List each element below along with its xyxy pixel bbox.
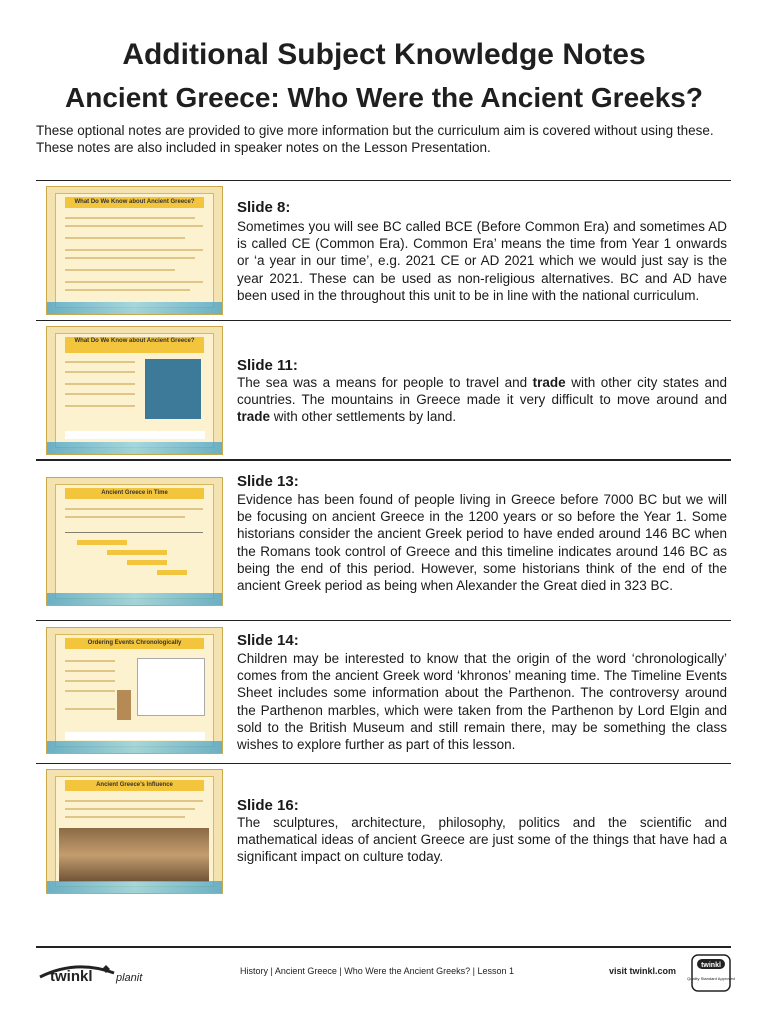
slide-notes: Children may be interested to know that the origin of the word ‘chronologically’ comes from the ancient Greek word ‘khronos’ meaning time. The Timeline Events Sheet includes some information about the Parthenon. The controversy around the Parthenon marbles, which were taken from the Parthenon by Lord Elgin and sold to the British Museum and still remain there, may be something the class wishes to explore further as part of this lesson. <box>237 651 727 753</box>
slide-thumbnail: What Do We Know about Ancient Greece? <box>46 326 223 455</box>
intro-text: These optional notes are provided to give more information but the curriculum aim is covered without using these. These notes are also included in speaker notes on the Lesson Presentation. <box>36 123 714 155</box>
divider <box>36 763 731 764</box>
document-subtitle: Ancient Greece: Who Were the Ancient Greeks? <box>65 82 703 113</box>
slide-notes: The sculptures, architecture, philosophy, politics and the scientific and mathematical ideas of ancient Greece are just some of the things that have had a significant impact on culture today. <box>237 815 727 865</box>
divider <box>36 180 731 181</box>
slide-thumbnail: What Do We Know about Ancient Greece? <box>46 186 223 315</box>
slide-heading: Slide 16: <box>237 797 299 814</box>
footer-website-link[interactable]: visit twinkl.com <box>609 966 677 976</box>
twinkl-logo <box>36 957 166 996</box>
logo-text: twinkl <box>50 968 93 985</box>
slide-heading: Slide 11: <box>237 357 298 374</box>
slide-thumbnail: Ancient Greece’s Influence <box>46 769 223 894</box>
divider <box>36 620 731 621</box>
slide-notes: Sometimes you will see BC called BCE (Before Common Era) and sometimes AD is called CE (Common Era). Common Era’ means the time from Year 1 onwards or ‘a year in our time’, e.g. 2021 CE or AD 2021 which we would just say is the year 2021. These can be used as non-religious alternatives. BC and AD have been used in the throughout this unit to be in line with the national curriculum. <box>237 219 727 303</box>
divider <box>36 459 731 461</box>
logo-subtext: planit <box>116 972 143 984</box>
slide-notes: The sea was a means for people to travel and trade with other city states and countries. The mountains in Greece made it very difficult to move around and trade with other settlements by land. <box>237 375 727 425</box>
badge-logo-text: twinkl <box>701 962 721 969</box>
slide-thumbnail: Ancient Greece in Time <box>46 477 223 606</box>
slide-heading: Slide 14: <box>237 632 299 649</box>
slide-heading: Slide 13: <box>237 473 299 490</box>
quality-badge-icon <box>687 953 735 993</box>
slide-notes: Evidence has been found of people living in Greece before 7000 BC but we will be focusing on ancient Greece in the 1200 years or so before the Year 1. Some historians consider the ancient Greek period to have ended around 146 BC when the Romans took control of Greece and this timeline indicates around 146 BC as being the end of this period. However, some historians think of the end of the ancient Greek period as being when Alexander the Great died in 323 BC. <box>237 492 727 594</box>
document-title: Additional Subject Knowledge Notes <box>122 38 646 71</box>
divider <box>36 320 731 321</box>
slide-heading: Slide 8: <box>237 199 291 216</box>
footer-breadcrumb: History | Ancient Greece | Who Were the Ancient Greeks? | Lesson 1 <box>240 966 514 976</box>
slide-thumbnail: Ordering Events Chronologically <box>46 627 223 754</box>
footer-divider <box>36 946 731 948</box>
badge-text: Quality Standard Approved <box>687 976 735 981</box>
